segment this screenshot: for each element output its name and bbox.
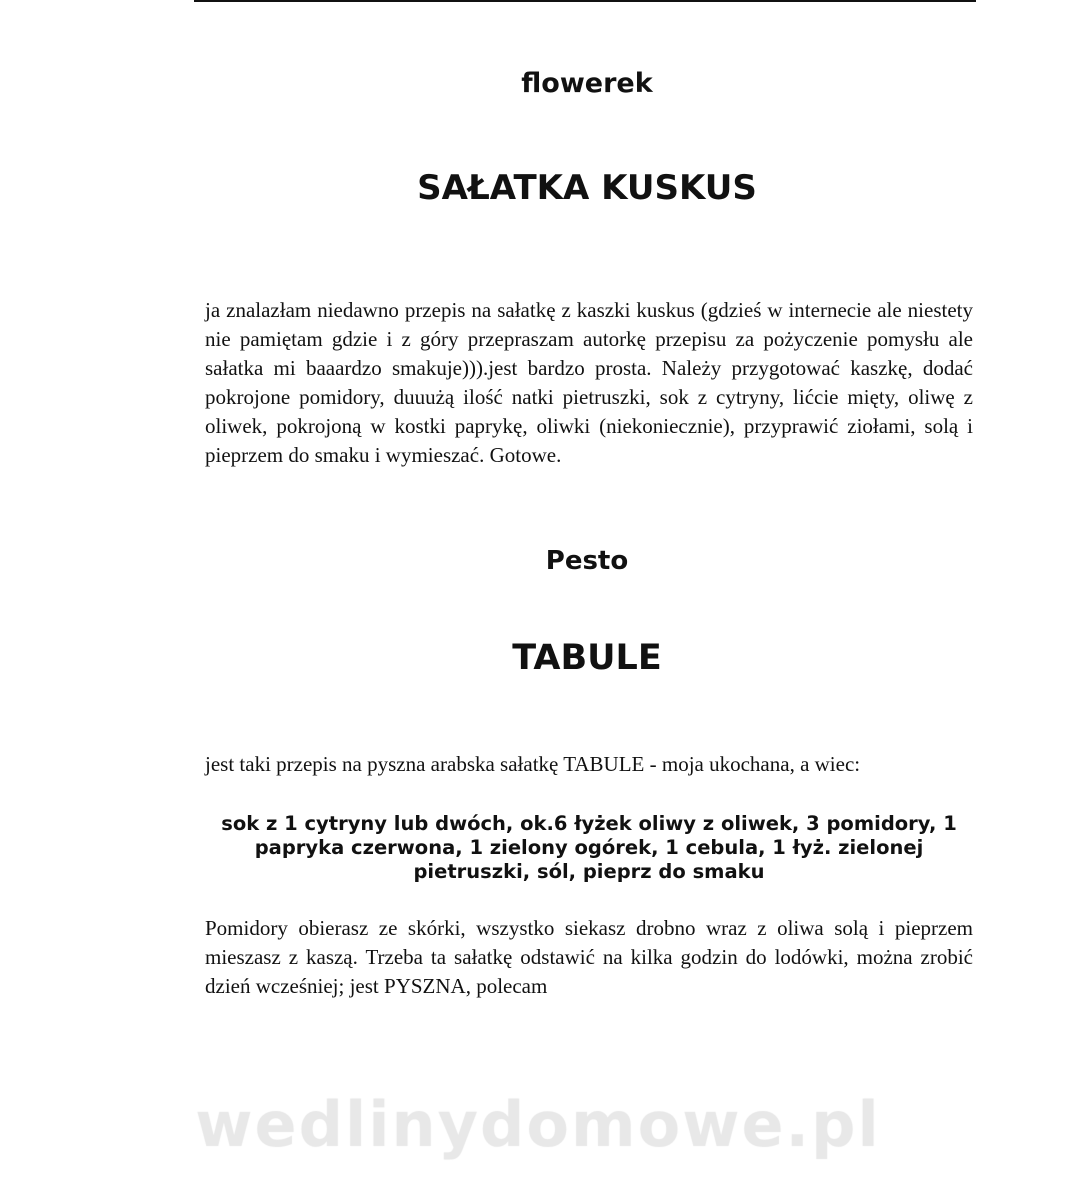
recipe1-title: SAŁATKA KUSKUS xyxy=(417,168,757,208)
recipe2-ingredients: sok z 1 cytryny lub dwóch, ok.6 łyżek oliwy z oliwek, 3 pomidory, 1 papryka czerwona, 1 zielony ogórek, 1 cebula, 1 łyż. zielonej pietruszki, sól, pieprz do smaku xyxy=(221,812,957,883)
recipe2-intro: jest taki przepis na pyszna arabska sałatkę TABULE - moja ukochana, a wiec: xyxy=(205,752,861,776)
recipe2-body: Pomidory obierasz ze skórki, wszystko siekasz drobno wraz z oliwa solą i pieprzem mieszasz z kaszą. Trzeba ta sałatkę odstawić na kilka godzin do lodówki, można zrobić dzień wcześniej; jest PYSZNA, polecam xyxy=(205,916,973,998)
recipe2-author: Pesto xyxy=(545,546,629,576)
top-rule xyxy=(194,0,976,2)
watermark: wedlinydomowe.pl xyxy=(195,1088,881,1161)
recipe1-author: flowerek xyxy=(521,68,653,99)
recipe2-title: TABULE xyxy=(512,638,662,678)
recipe1-body: ja znalazłam niedawno przepis na sałatkę z kaszki kuskus (gdzieś w internecie ale niestety nie pamiętam gdzie i z góry przepraszam autorkę przepisu za pożyczenie pomysłu ale sałatka mi baaardzo smakuje))).jest bardzo prosta. Należy przygotować kaszkę, dodać pokrojone pomidory, duuużą ilość natki pietruszki, sok z cytryny, lićcie mięty, oliwę z oliwek, pokrojoną w kostki paprykę, oliwki (niekoniecznie), przyprawić ziołami, solą i pieprzem do smaku i wymieszać. Gotowe. xyxy=(205,298,973,467)
